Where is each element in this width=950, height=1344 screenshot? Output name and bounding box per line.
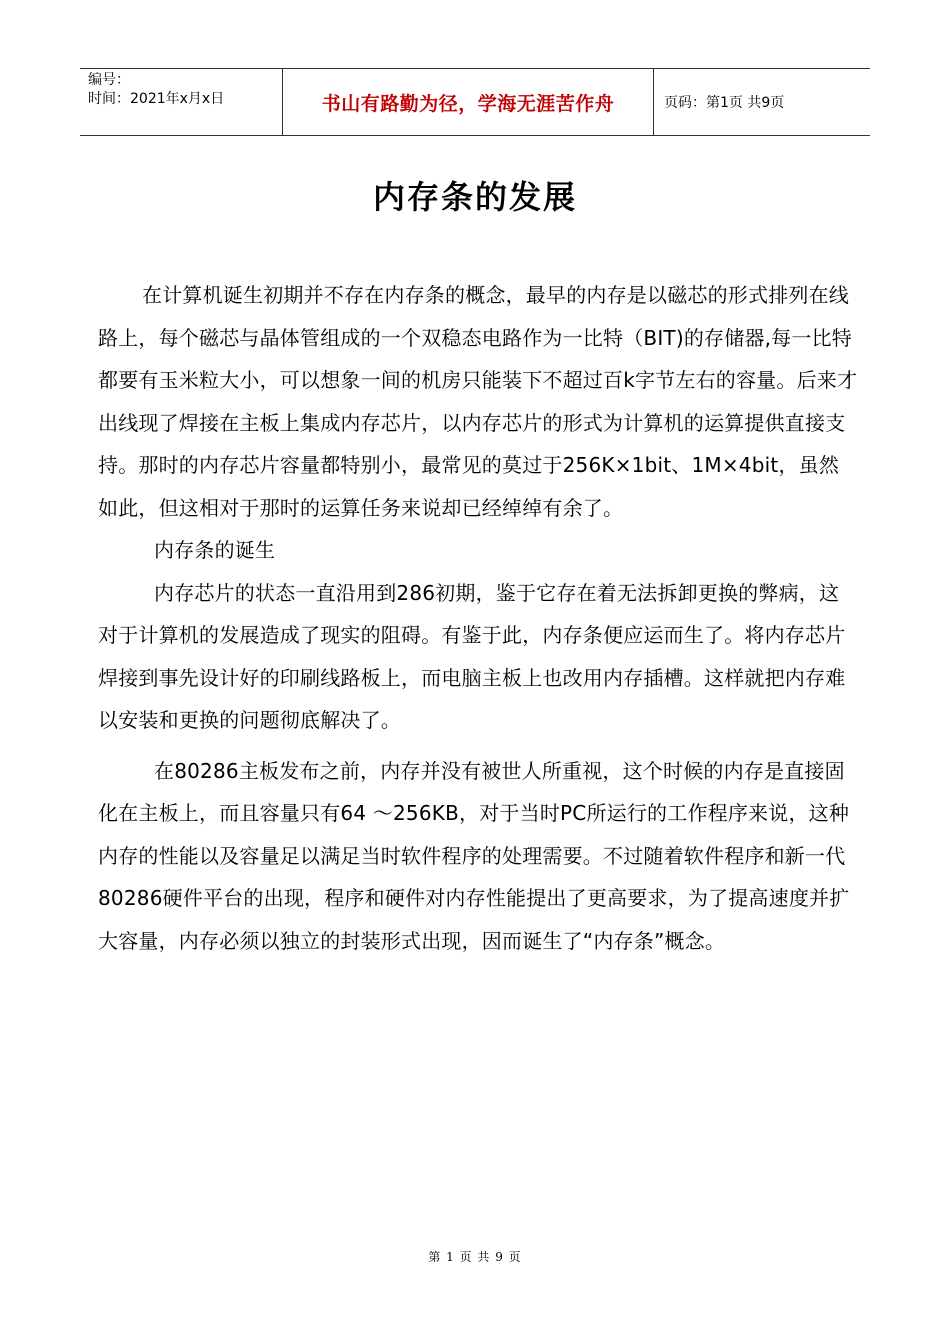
- section-heading: 内存条的诞生: [154, 538, 276, 562]
- paragraph-birth: 内存芯片的状态一直沿用到286初期，鉴于它存在着无法拆卸更换的弊病，这对于计算机的发展造成了现实的阻碍。有鉴于此，内存条便应运而生了。将内存芯片焊接到事先设计好的印刷线路板上，而电脑主板上也改用内存插槽。这样就把内存难以安装和更换的问题彻底解决了。: [98, 580, 846, 732]
- document-body: [98, 274, 858, 962]
- number-label: 编号：: [88, 72, 130, 88]
- motto-text: 书山有路勤为径，学海无涯苦作舟: [321, 92, 615, 115]
- page-info: 页码：第1页 共9页: [664, 95, 785, 111]
- header-motto-cell: [282, 69, 654, 135]
- paragraph-intro: 在计算机诞生初期并不存在内存条的概念，最早的内存是以磁芯的形式排列在线路上，每个磁芯与晶体管组成的一个双稳态电路作为一比特（BIT)的存储器,每一比特都要有玉米粒大小，可以想象一间的机房只能装下不超过百k字节左右的容量。后来才出线现了焊接在主板上集成内存芯片，以内存芯片的形式为计算机的运算提供直接支持。那时的内存芯片容量都特别小，最常见的莫过于256K×1bit、1M×4bit，虽然如此，但这相对于那时的运算任务来说却已经绰绰有余了。: [98, 283, 858, 520]
- document-title: 内存条的发展: [372, 178, 577, 216]
- page-footer: 第 1 页 共 9 页: [428, 1250, 522, 1264]
- paragraph-80286: 在80286主板发布之前，内存并没有被世人所重视，这个时候的内存是直接固化在主板上，而且容量只有64 ～256KB，对于当时PC所运行的工作程序来说，这种内存的性能以及容量足以满足当时软件程序的处理需要。不过随着软件程序和新一代80286硬件平台的出现，程序和硬件对内存性能提出了更高要求，为了提高速度并扩大容量，内存必须以独立的封装形式出现，因而诞生了“内存条”概念。: [98, 758, 850, 953]
- page-header: [80, 68, 870, 136]
- date-label: 时间：2021年x月x日: [88, 91, 225, 107]
- header-meta: [80, 69, 282, 135]
- header-page-cell: [654, 69, 870, 135]
